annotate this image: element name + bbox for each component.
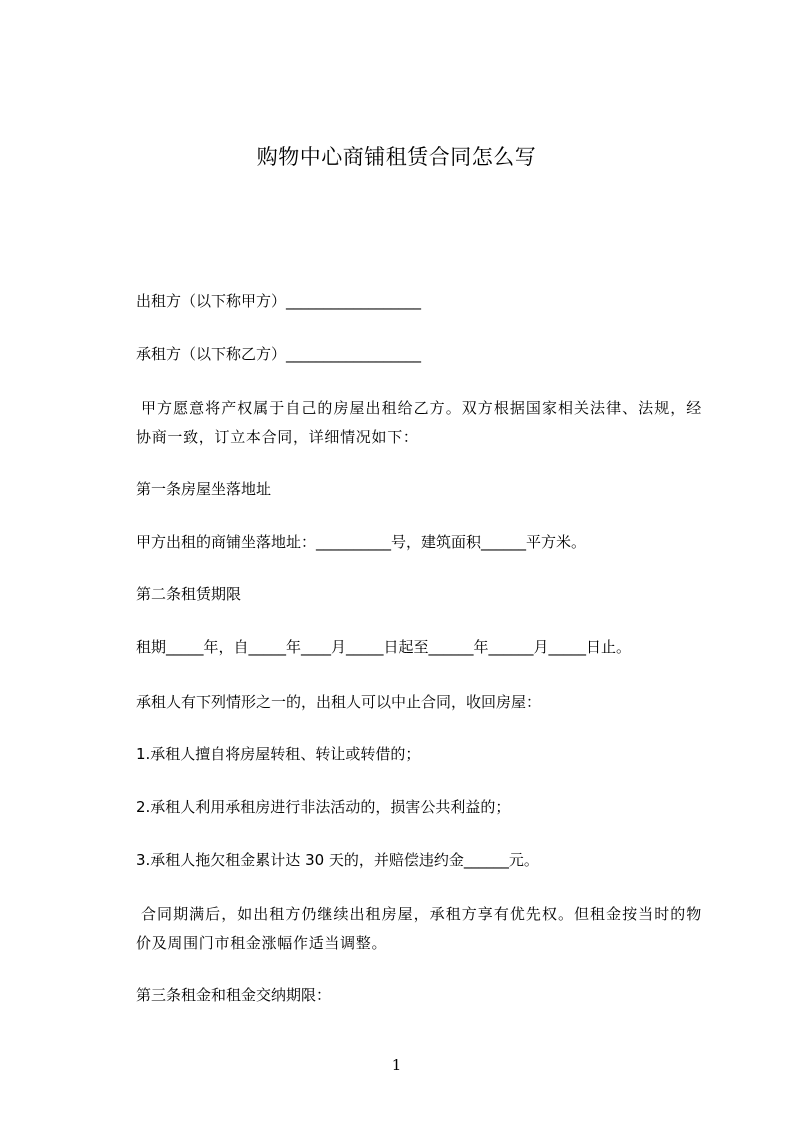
article-3-heading: 第三条租金和租金交纳期限：: [136, 986, 332, 1004]
termination-item-3: 3.承租人拖欠租金累计达 30 天的，并赔偿违约金______元。: [136, 851, 539, 869]
article-1-heading: 第一条房屋坐落地址: [136, 480, 272, 498]
lessor-line: 出租方（以下称甲方）__________________: [136, 292, 422, 310]
termination-intro: 承租人有下列情形之一的，出租人可以中止合同，收回房屋：: [136, 693, 542, 711]
document-title: 购物中心商铺租赁合同怎么写: [256, 145, 537, 169]
article-2-heading: 第二条租赁期限: [136, 585, 242, 603]
renewal-paragraph: 合同期满后，如出租方仍继续出租房屋，承租方享有优先权。但租金按当时的物价及周围门市租金涨幅作适当调整。: [136, 905, 702, 952]
article-1-address: 甲方出租的商铺坐落地址：__________号，建筑面积______平方米。: [136, 533, 587, 551]
lessee-line: 承租方（以下称乙方）__________________: [136, 345, 422, 363]
termination-item-1: 1.承租人擅自将房屋转租、转让或转借的；: [136, 745, 421, 763]
page-number: 1: [391, 1056, 402, 1074]
termination-item-2: 2.承租人利用承租房进行非法活动的，损害公共利益的；: [136, 798, 511, 816]
article-2-term: 租期_____年，自_____年____月_____日起至______年______月_____日止。: [136, 638, 632, 656]
intro-paragraph: 甲方愿意将产权属于自己的房屋出租给乙方。双方根据国家相关法律、法规，经协商一致，订立本合同，详细情况如下：: [136, 399, 702, 446]
